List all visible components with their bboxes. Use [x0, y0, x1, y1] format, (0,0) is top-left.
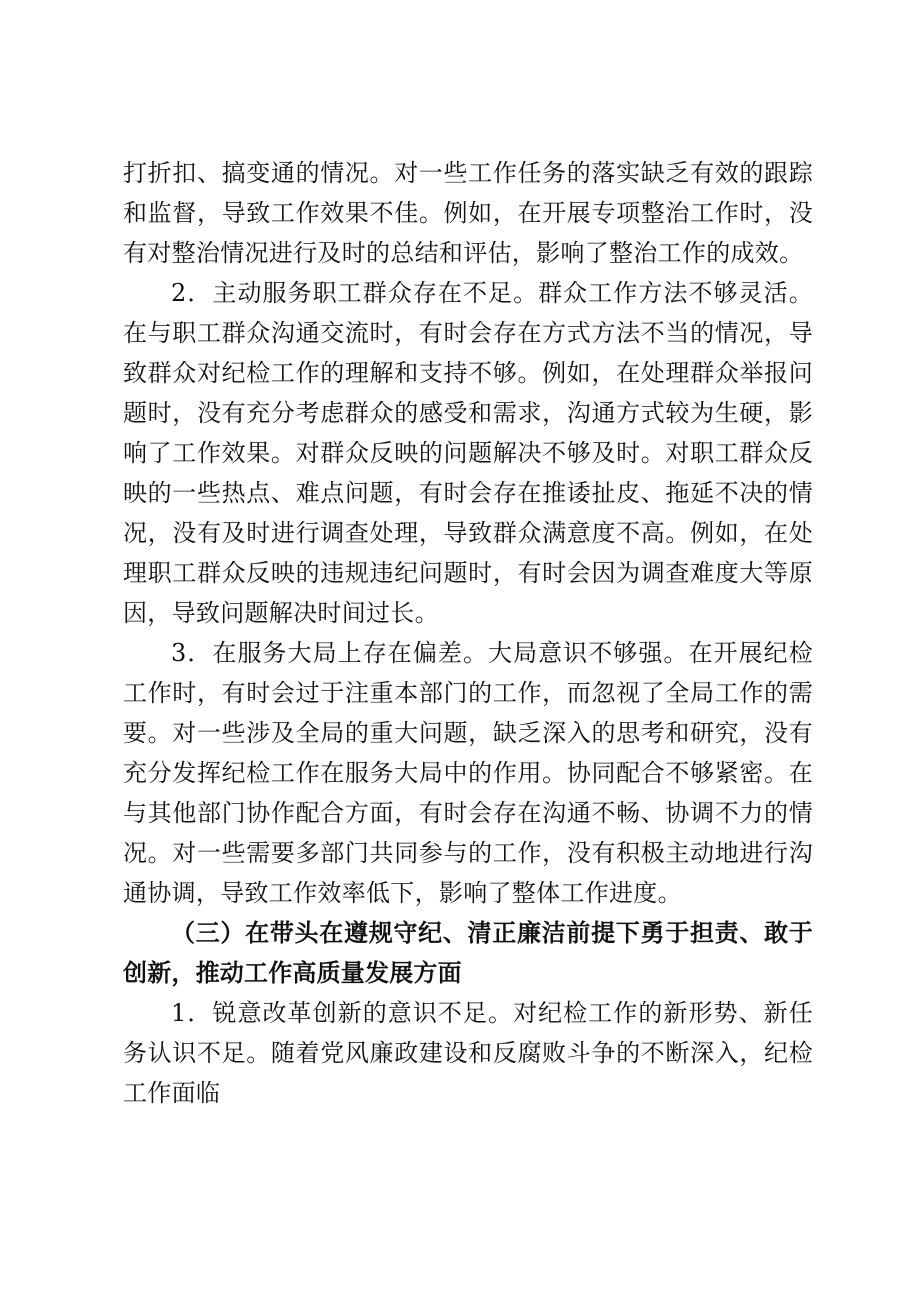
paragraph-continuation: 打折扣、搞变通的情况。对一些工作任务的落实缺乏有效的跟踪和监督，导致工作效果不佳。例如，在开展专项整治工作时，没有对整治情况进行及时的总结和评估，影响了整治工作的成效。 — [123, 159, 813, 267]
paragraph-service-overall: 3．在服务大局上存在偏差。大局意识不够强。在开展纪检工作时，有时会过于注重本部门的工作，而忽视了全局工作的需要。对一些涉及全局的重大问题，缺乏深入的思考和研究，没有充分发挥纪检工作在服务大局中的作用。协同配合不够紧密。在与其他部门协作配合方面，有时会存在沟通不畅、协调不力的情况。对一些需要多部门共同参与的工作，没有积极主动地进行沟通协调，导致工作效率低下，影响了整体工作进度。 — [123, 639, 813, 907]
paragraph-reform-innovation: 1．锐意改革创新的意识不足。对纪检工作的新形势、新任务认识不足。随着党风廉政建设和反腐败斗争的不断深入，纪检工作面临 — [123, 999, 813, 1107]
section-heading-three: （三）在带头在遵规守纪、清正廉洁前提下勇于担责、敢于创新，推动工作高质量发展方面 — [123, 919, 813, 987]
document-body — [123, 153, 813, 1113]
paragraph-service-workers: 2．主动服务职工群众存在不足。群众工作方法不够灵活。在与职工群众沟通交流时，有时会存在方式方法不当的情况，导致群众对纪检工作的理解和支持不够。例如，在处理群众举报问题时，没有充分考虑群众的感受和需求，沟通方式较为生硬，影响了工作效果。对群众反映的问题解决不够及时。对职工群众反映的一些热点、难点问题，有时会存在推诿扯皮、拖延不决的情况，没有及时进行调查处理，导致群众满意度不高。例如，在处理职工群众反映的违规违纪问题时，有时会因为调查难度大等原因，导致问题解决时间过长。 — [123, 279, 813, 627]
